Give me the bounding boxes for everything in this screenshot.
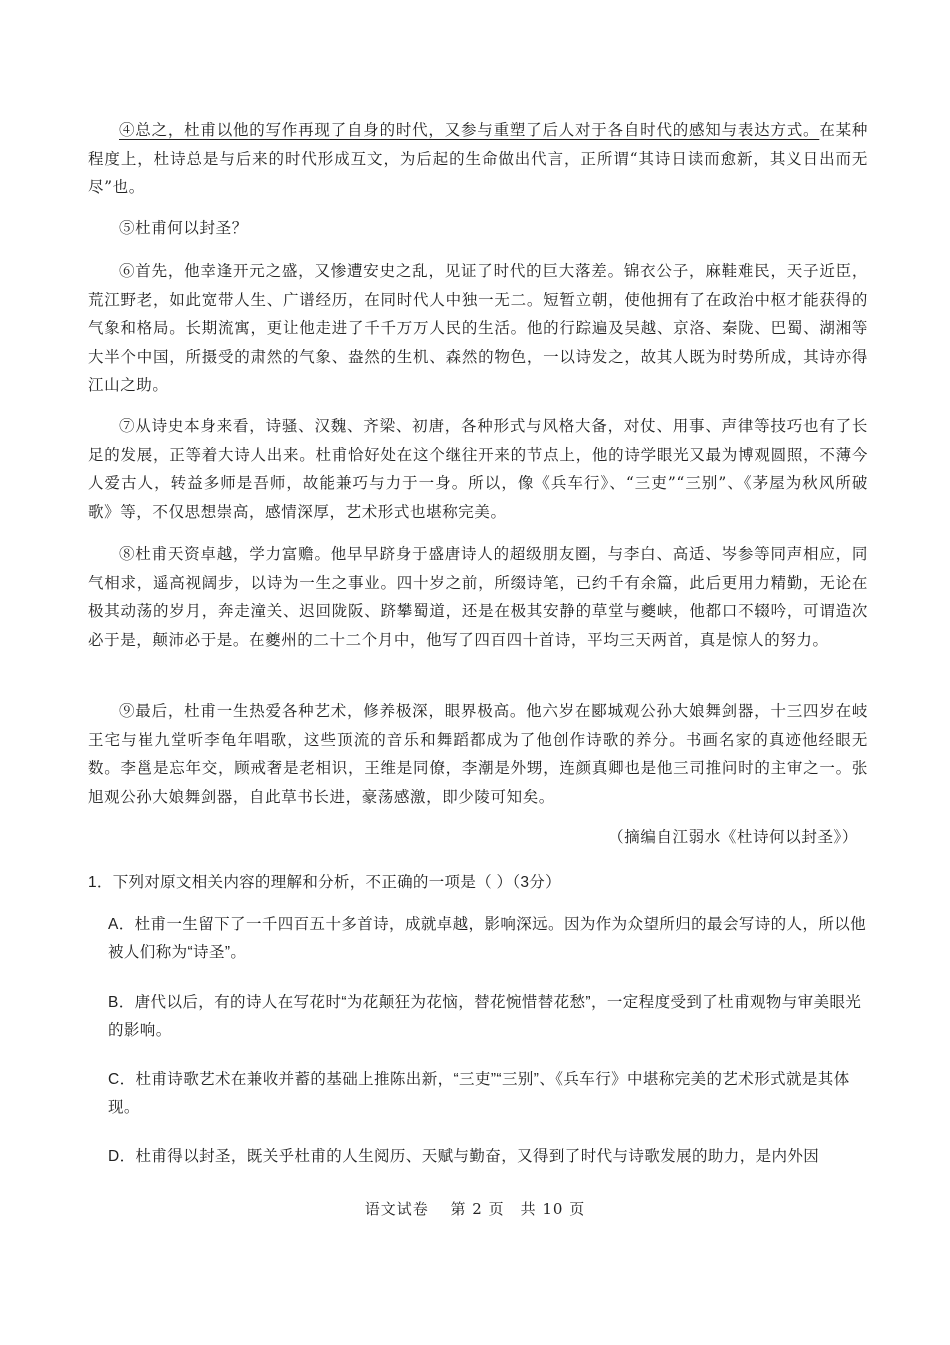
option-c: C．杜甫诗歌艺术在兼收并蓄的基础上推陈出新，“三吏”“三别”、《兵车行》中堪称完美的艺术形式就是其体现。 (108, 1071, 850, 1116)
paragraph-4-underlined: ④总之，杜甫以他的写作再现了自身的时代，又参与重塑了后人对于各自时代的感知与表达方式。 (119, 121, 820, 139)
paragraph-6: ⑥首先，他幸逢开元之盛，又惨遭安史之乱，见证了时代的巨大落差。锦衣公子，麻鞋难民，天子近臣，荒江野老，如此宽带人生、广谱经历，在同时代人中独一无二。短暂立朝，使他拥有了在政治中枢才能获得的气象和格局。长期流寓，更让他走进了千千万万人民的生活。他的行踪遍及吴越、京洛、秦陇、巴蜀、湖湘等大半个中国，所摄受的肃然的气象、盎然的生机、森然的物色，一以诗发之，故其人既为时势所成，其诗亦得江山之助。 (88, 262, 868, 395)
paragraph-7: ⑦从诗史本身来看，诗骚、汉魏、齐梁、初唐，各种形式与风格大备，对仗、用事、声律等技巧也有了长足的发展，正等着大诗人出来。杜甫恰好处在这个继往开来的节点上，他的诗学眼光又最为博观圆照，不薄今人爱古人，转益多师是吾师，故能兼巧与力于一身。所以，像《兵车行》、“三吏”“三别”、《茅屋为秋风所破歌》等，不仅思想崇高，感情深厚，艺术形式也堪称完美。 (88, 417, 868, 521)
page-footer: 语文试卷 第 2 页 共 10 页 (364, 1200, 586, 1218)
option-a: A．杜甫一生留下了一千四百五十多首诗，成就卓越，影响深远。因为作为众望所归的最会写诗的人，所以他被人们称为“诗圣”。 (108, 916, 867, 961)
option-d: D．杜甫得以封圣，既关乎杜甫的人生阅历、天赋与勤奋，又得到了时代与诗歌发展的助力，是内外因 (108, 1148, 820, 1165)
option-b: B．唐代以后，有的诗人在写花时“为花颠狂为花恼，替花惋惜替花愁”，一定程度受到了杜甫观物与审美眼光的影响。 (108, 994, 862, 1039)
question-1-stem: 1．下列对原文相关内容的理解和分析，不正确的一项是（ ）（3分） (88, 874, 561, 891)
paragraph-5-heading: ⑤杜甫何以封圣？ (119, 219, 248, 237)
passage-source: （摘编自江弱水《杜诗何以封圣》） (608, 828, 858, 846)
paragraph-9: ⑨最后，杜甫一生热爱各种艺术，修养极深，眼界极高。他六岁在郾城观公孙大娘舞剑器，十三四岁在岐王宅与崔九堂听李龟年唱歌，这些顶流的音乐和舞蹈都成为了他创作诗歌的养分。书画名家的真迹他经眼无数。李邕是忘年交，顾戒奢是老相识，王维是同僚，李潮是外甥，连颜真卿也是他三司推问时的主审之一。张旭观公孙大娘舞剑器，自此草书长进，豪荡感激，即少陵可知矣。 (88, 702, 868, 806)
paragraph-8: ⑧杜甫天资卓越，学力富赡。他早早跻身于盛唐诗人的超级朋友圈，与李白、高适、岑参等同声相应，同气相求，遥高视阔步，以诗为一生之事业。四十岁之前，所缀诗笔，已约千有余篇，此后更用力精勤，无论在极其动荡的岁月，奔走潼关、迟回陇阪、跻攀蜀道，还是在极其安静的草堂与夔峡，他都口不辍吟，可谓造次必于是，颠沛必于是。在夔州的二十二个月中，他写了四百四十首诗，平均三天两首，真是惊人的努力。 (88, 545, 868, 649)
paragraph-4-rest: 在某种程度上，杜诗总是与后来的时代形成互文，为后起的生命做出代言，正所谓“其诗日读而愈新，其义日出而无尽”也。 (88, 121, 868, 197)
paragraph-4 (88, 116, 868, 202)
